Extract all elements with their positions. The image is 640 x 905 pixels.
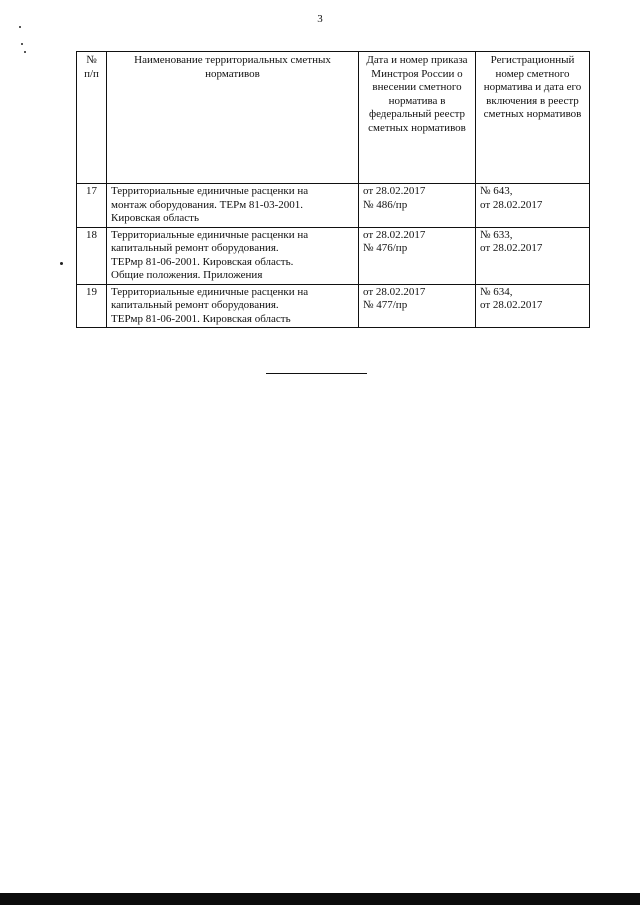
text-line: № 634, (480, 285, 513, 298)
scan-speck (21, 43, 23, 45)
text-line: от 28.02.2017 (480, 242, 543, 254)
text-line: Территориальные единичные расценки на (111, 285, 309, 298)
table-header-row (77, 52, 590, 184)
text-line: капитальный ремонт оборудования. (111, 299, 279, 311)
header-registration-number: Регистрационный номер сметного норматива и дата его включения в реестр сметных нормативов (476, 52, 590, 184)
scan-speck (19, 26, 21, 28)
text-line: Территориальные единичные расценки на (111, 185, 309, 197)
text-line: ТЕРмр 81-06-2001. Кировская область. (111, 255, 294, 268)
text-line: Общие положения. Приложения (111, 269, 263, 281)
norms-registry-table (76, 51, 590, 328)
header-number: № п/п (77, 52, 107, 184)
header-order-date-number: Дата и номер приказа Минстроя России о внесении сметного норматива в федеральный реестр сметных нормативов (359, 52, 476, 184)
row-order (359, 184, 476, 228)
text-line: № 633, (480, 228, 513, 241)
row-registration (476, 184, 590, 228)
text-line: № 476/пр (363, 242, 408, 254)
row-norm-name (107, 184, 359, 228)
row-norm-name (107, 284, 359, 328)
table-row (77, 184, 590, 228)
header-norm-name: Наименование территориальных сметных нормативов (107, 52, 359, 184)
text-line: Кировская область (111, 212, 200, 224)
text-line: ТЕРмр 81-06-2001. Кировская область (111, 312, 291, 325)
text-line: от 28.02.2017 (363, 228, 426, 241)
text-line: Территориальные единичные расценки на (111, 228, 309, 241)
row-order (359, 284, 476, 328)
row-norm-name (107, 227, 359, 284)
text-line: капитальный ремонт оборудования. (111, 242, 279, 254)
text-line: от 28.02.2017 (363, 285, 426, 298)
row-registration (476, 284, 590, 328)
scan-edge-bar (0, 893, 640, 905)
table-row (77, 284, 590, 328)
page-number: 3 (317, 13, 323, 25)
table-row (77, 227, 590, 284)
row-registration (476, 227, 590, 284)
text-line: от 28.02.2017 (480, 198, 543, 211)
scan-speck (60, 262, 63, 265)
text-line: от 28.02.2017 (363, 185, 426, 197)
text-line: № 643, (480, 185, 513, 197)
row-number: 18 (77, 227, 107, 284)
text-line: № 486/пр (363, 198, 408, 211)
row-number: 17 (77, 184, 107, 228)
text-line: от 28.02.2017 (480, 299, 543, 311)
row-number: 19 (77, 284, 107, 328)
text-line: № 477/пр (363, 299, 408, 311)
text-line: монтаж оборудования. ТЕРм 81-03-2001. (111, 198, 303, 211)
closing-rule (266, 373, 367, 374)
scan-speck (24, 51, 26, 53)
row-order (359, 227, 476, 284)
